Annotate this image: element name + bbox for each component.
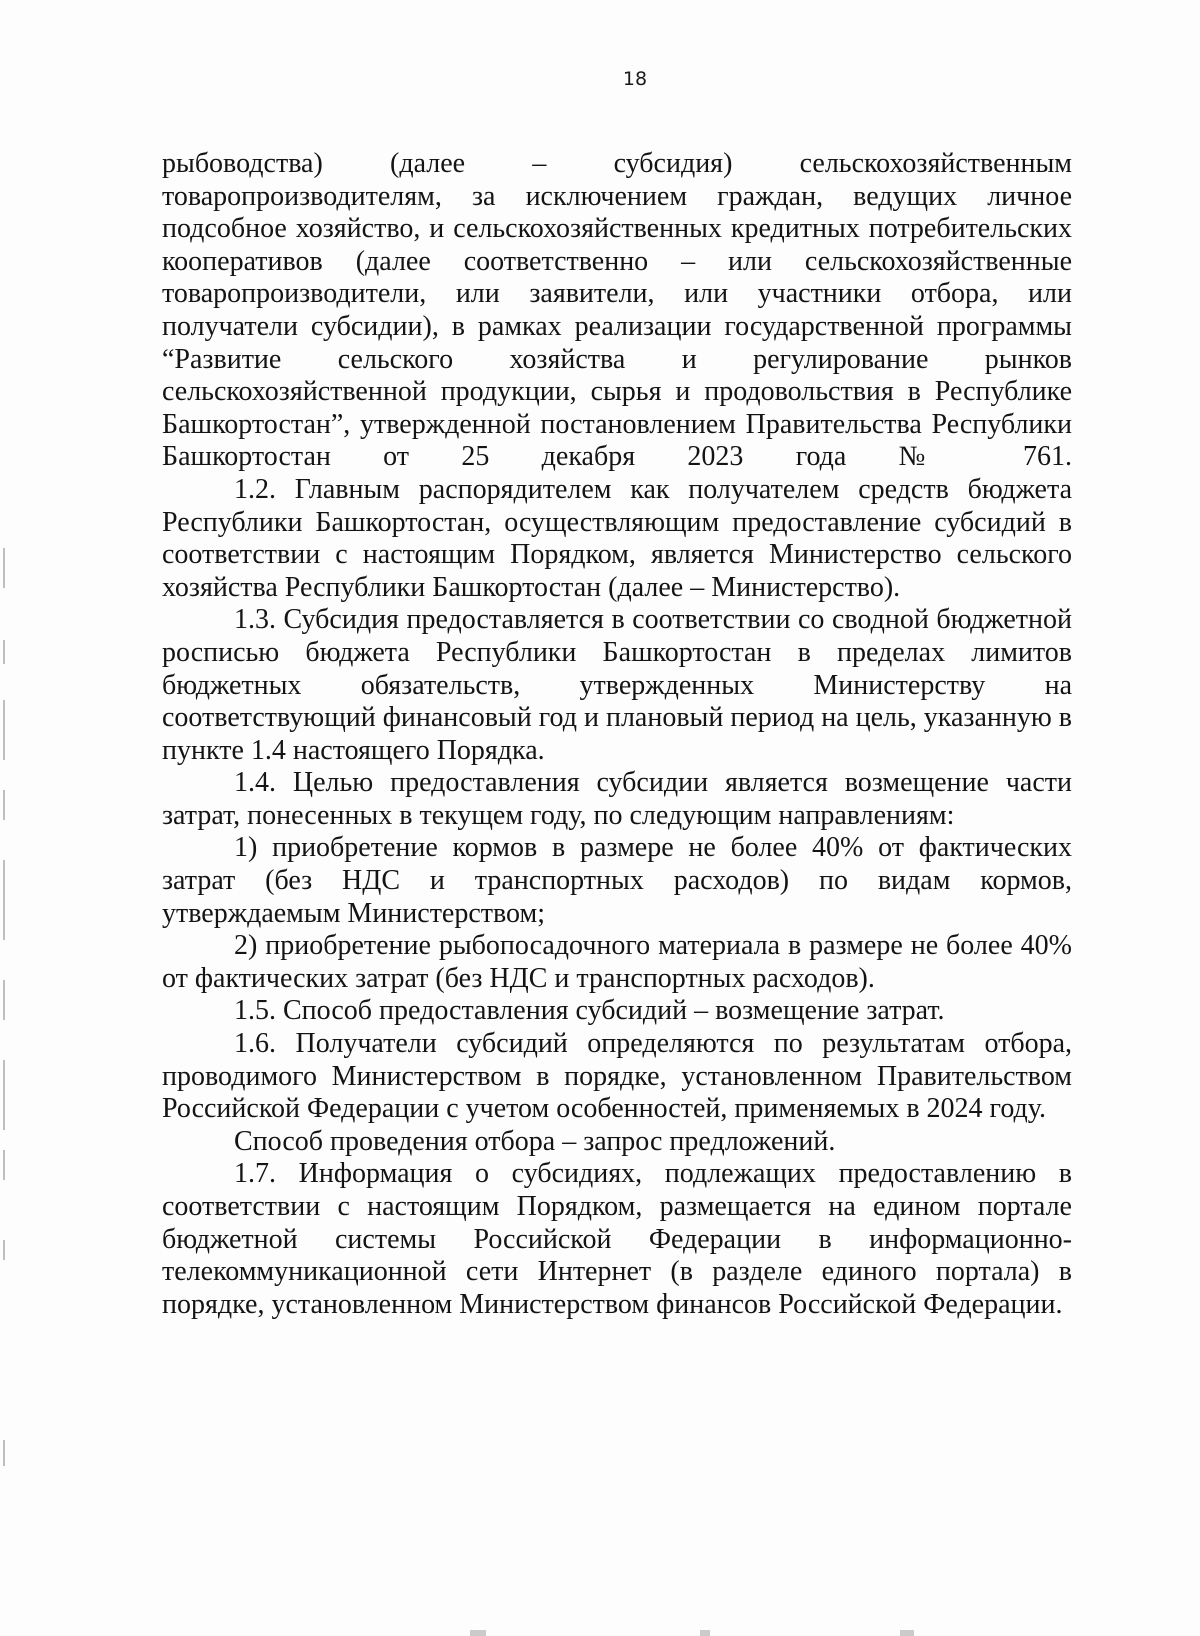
paragraph-1-7: 1.7. Информация о субсидиях, подлежащих предоставлению в соответствии с настоящим Порядком, размещается на едином портале бюджетной системы Российской Федерации в информационно-телекоммуникационной сети Интернет (в разделе единого портала) в порядке, установленном Министерством финансов Российской Федерации. xyxy=(162,1158,1072,1320)
paragraph-1-4-item-1: 1) приобретение кормов в размере не более 40% от фактических затрат (без НДС и транспортных расходов) по видам кормов, утверждаемым Министерством; xyxy=(162,832,1072,929)
paragraph-1-1-continuation: рыбоводства) (далее – субсидия) сельскохозяйственным товаропроизводителям, за исключением граждан, ведущих личное подсобное хозяйство, и сельскохозяйственных кредитных потребительских кооперативов (далее соответственно – или сельскохозяйственные товаропроизводители, или заявители, или участники отбора, или получатели субсидии), в рамках реализации государственной программы “Развитие сельского хозяйства и регулирование рынков сельскохозяйственной продукции, сырья и продовольствия в Республике Башкортостан”, утвержденной постановлением Правительства Республики Башкортостан от 25 декабря 2023 года № 761. xyxy=(162,148,1072,473)
paragraph-1-3: 1.3. Субсидия предоставляется в соответствии со сводной бюджетной росписью бюджета Республики Башкортостан в пределах лимитов бюджетных обязательств, утвержденных Министерству на соответствующий финансовый год и плановый период на цель, указанную в пункте 1.4 настоящего Порядка. xyxy=(162,604,1072,766)
document-body xyxy=(162,148,1072,1321)
paragraph-1-2: 1.2. Главным распорядителем как получателем средств бюджета Республики Башкортостан, осуществляющим предоставление субсидий в соответствии с настоящим Порядком, является Министерство сельского хозяйства Республики Башкортостан (далее – Министерство). xyxy=(162,473,1072,603)
paragraph-1-6: 1.6. Получатели субсидий определяются по результатам отбора, проводимого Министерством в порядке, установленном Правительством Российской Федерации с учетом особенностей, применяемых в 2024 году. xyxy=(162,1028,1072,1125)
scan-bottom-marks xyxy=(0,1624,1200,1636)
paragraph-1-5: 1.5. Способ предоставления субсидий – возмещение затрат. xyxy=(234,995,945,1027)
paragraph-1-4: 1.4. Целью предоставления субсидии является возмещение части затрат, понесенных в текущем году, по следующим направлениям: xyxy=(162,767,1072,831)
paragraph-1-4-item-2: 2) приобретение рыбопосадочного материала в размере не более 40% от фактических затрат (без НДС и транспортных расходов). xyxy=(162,930,1072,994)
paragraph-selection-method: Способ проведения отбора – запрос предложений. xyxy=(234,1125,836,1157)
page-number: 18 xyxy=(622,68,648,90)
scan-edge-noise xyxy=(0,0,16,1636)
